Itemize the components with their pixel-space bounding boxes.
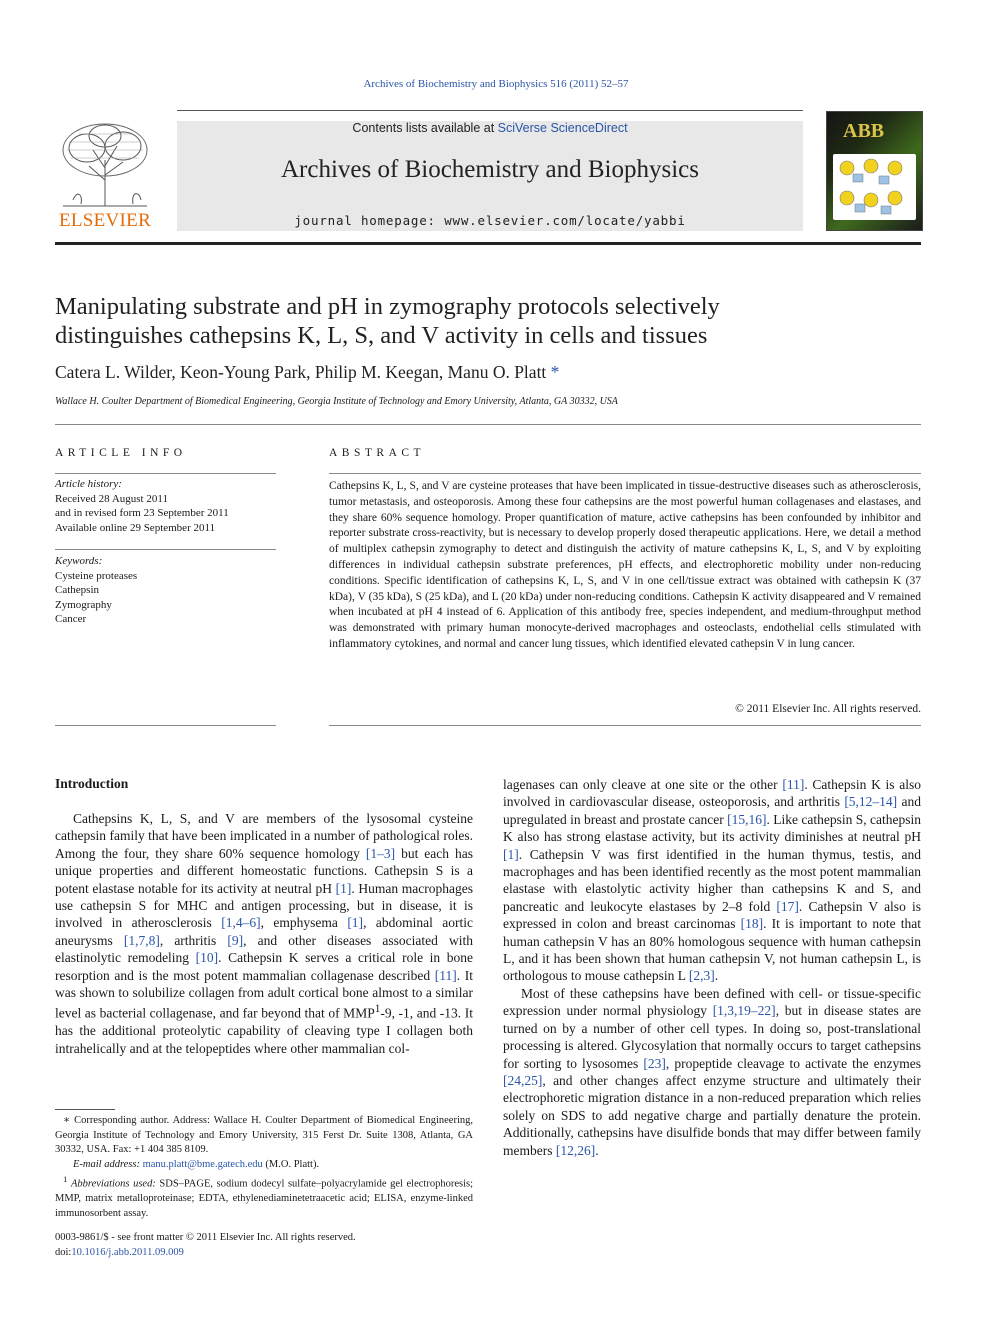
paragraph-text: , propeptide cleavage to activate the enzymes <box>665 1055 922 1071</box>
citation-link[interactable]: [18] <box>740 916 764 932</box>
keyword-item: Cysteine proteases <box>55 569 138 582</box>
keyword-item: Cathepsin <box>55 584 99 596</box>
citation-link[interactable]: [1,3,19–22] <box>712 1003 776 1019</box>
corresponding-author-mark[interactable]: * <box>550 362 560 382</box>
citation-link[interactable]: [23] <box>643 1055 666 1071</box>
citation-link[interactable]: [1,7,8] <box>123 932 160 948</box>
article-info-heading: ARTICLE INFO <box>55 447 187 459</box>
intro-paragraph-1-continued <box>503 776 921 985</box>
journal-homepage[interactable]: journal homepage: www.elsevier.com/locate/yabbi <box>294 213 686 228</box>
email-link[interactable]: manu.platt@bme.gatech.edu <box>142 1158 263 1170</box>
abstract-rule <box>329 473 921 474</box>
contents-prefix: Contents lists available at <box>352 121 498 135</box>
corresponding-footnote-text: Corresponding author. Address: Wallace H. Coulter Department of Biomedical Engineering, Georgia Institute of Technology and Emory University, 315 Ferst Dr. Suite 1308, Atlanta, GA 30332, USA. Fax: +1 404 385 8109. <box>55 1115 474 1155</box>
paragraph-text: . It is important to note that human cathepsin V has an 80% homologous sequence with human cathepsin L, and it has been shown that human cathepsin V, not human cathepsin L, is orthologous to mouse cathepsin L <box>503 916 921 984</box>
journal-cover-image <box>826 111 923 231</box>
keywords-label: Keywords: <box>55 555 103 567</box>
paragraph-text: , but in disease states are turned on by a number of other cell types. In doing so, post-translational processing is altered. Glycosylation that normally occurs to target cathepsins for sorting to lysosomes <box>503 1003 921 1071</box>
history-online: Available online 29 September 2011 <box>55 521 216 534</box>
asterisk-mark: ∗ <box>63 1115 75 1126</box>
citation-link[interactable]: [12,26] <box>555 1142 596 1158</box>
keywords <box>55 554 276 627</box>
citation-link[interactable]: [10] <box>195 950 219 966</box>
corresponding-footnote <box>55 1114 473 1158</box>
paragraph-text: . Cathepsin K is also involved in cardiovascular disease, osteoporosis, and arthritis <box>503 777 921 810</box>
sciencedirect-link[interactable]: SciVerse ScienceDirect <box>497 121 628 135</box>
citation-link[interactable]: [15,16] <box>727 811 767 827</box>
citation-link[interactable]: [11] <box>782 777 805 792</box>
paragraph-text: . Cathepsin V was first identified in the human thymus, testis, and macrophages and has been identified recently as the most potent mammalian elastase with elastolytic activity higher than cathepsins K and S, and pancreatic and leukocyte elastases by 2–8 fold <box>503 846 921 914</box>
email-label: E-mail address: <box>73 1158 143 1170</box>
paragraph-text: , arthritis <box>159 932 228 948</box>
abbrev-label: Abbreviations used: <box>70 1178 160 1190</box>
citation-link[interactable]: [11] <box>434 967 457 983</box>
issn-line: 0003-9861/$ - see front matter © 2011 Elsevier Inc. All rights reserved. <box>55 1232 356 1243</box>
footnotes <box>55 1114 473 1221</box>
citation-link[interactable]: [1] <box>503 846 519 862</box>
doi-label: doi: <box>55 1246 72 1258</box>
article-title <box>55 292 915 350</box>
citation-link[interactable]: [9] <box>227 932 244 948</box>
history-label: Article history: <box>55 478 122 490</box>
paragraph-text: -9, -1, and -13. It has the additional proteolytic capability of cleaving type I collagen both intrahelically and at the telopeptides where other mammalian col- <box>55 1005 473 1056</box>
paragraph-text: Cathepsins K, L, S, and V are members of the lysosomal cysteine cathepsin family that have been implicated in a number of pathological roles. Among the four, they share 60% sequence homology <box>55 811 473 861</box>
paragraph-text: lagenases can only cleave at one site or the other <box>503 777 783 792</box>
paragraph-text: , and other changes affect enzyme structure and ultimately their electrophoretic migration distance in a non-reduced preparation which relies solely on SDS to add negative charge and partially denature the protein. Additionally, cathepsins have disulfide bonds that may differ between family members <box>503 1072 921 1158</box>
paragraph-text: Most of these cathepsins have been defined with cell- or tissue-specific expression under normal physiology <box>503 985 921 1019</box>
header-rule <box>177 110 803 111</box>
citation-link[interactable]: [24,25] <box>503 1072 543 1088</box>
article-history <box>55 477 276 535</box>
contents-line <box>177 121 803 135</box>
history-received: Received 28 August 2011 <box>55 492 168 505</box>
paragraph-text: . <box>595 1142 599 1158</box>
article-info-rule <box>55 473 276 474</box>
citation-link[interactable]: [5,12–14] <box>844 794 898 810</box>
title-line-2: distinguishes cathepsins K, L, S, and V activity in cells and tissues <box>55 322 708 349</box>
abbreviations-footnote <box>55 1172 473 1221</box>
footnote-rule <box>55 1109 115 1110</box>
doi-link[interactable]: 10.1016/j.abb.2011.09.009 <box>71 1246 184 1258</box>
abstract-bottom-rule <box>329 725 921 726</box>
email-footnote <box>55 1158 473 1173</box>
paragraph-text: , abdominal aortic aneurysms <box>55 915 473 948</box>
paragraph-text: . Cathepsin K serves a critical role in bone resorption and is the most potent mammalian collagenase described <box>55 950 473 983</box>
affiliation-rule <box>55 424 921 425</box>
paragraph-text: , and other diseases associated with elastinolytic remodeling <box>55 932 473 966</box>
title-line-1: Manipulating substrate and pH in zymography protocols selectively <box>55 293 720 320</box>
intro-right-column <box>503 776 921 1159</box>
abstract-copyright: © 2011 Elsevier Inc. All rights reserved. <box>735 703 921 715</box>
keyword-item: Zymography <box>55 598 112 611</box>
intro-paragraph-2 <box>503 985 921 1159</box>
abstract-heading: ABSTRACT <box>329 447 426 459</box>
paragraph-text: , emphysema <box>260 915 348 931</box>
citation-link[interactable]: [1] <box>347 915 364 931</box>
paragraph-text: and upregulated in breast and prostate cancer <box>503 794 921 827</box>
introduction-heading: Introduction <box>55 776 129 791</box>
keyword-item: Cancer <box>55 613 87 625</box>
paragraph-text: but each has unique properties and different homeostatic functions. Cathepsin S is a potent elastase notable for its activity at neutral pH <box>55 845 473 896</box>
journal-reference[interactable]: Archives of Biochemistry and Biophysics 516 (2011) 52–57 <box>363 78 629 90</box>
author-list <box>55 362 559 383</box>
citation-link[interactable]: [2,3] <box>688 968 715 984</box>
keywords-rule <box>55 549 276 550</box>
paragraph-text: . It was shown to solubilize collagen from adult cortical bone almost to a similar level as bacterial collagenase, and far beyond that of MMP <box>55 967 473 1021</box>
front-matter-info <box>55 1231 356 1260</box>
citation-link[interactable]: [1,4–6] <box>221 915 261 931</box>
paragraph-text: . Cathepsin V also is expressed in colon and breast carcinomas <box>503 898 921 932</box>
cover-figure <box>833 154 916 220</box>
journal-title: Archives of Biochemistry and Biophysics <box>281 156 699 183</box>
paragraph-text: . Human macrophages use cathepsin S for MHC and antigen processing, but in disease, it is involved in atherosclerosis <box>55 880 473 931</box>
paragraph-text: . Like cathepsin S, cathepsin K also has strong elastase activity, but its activity diminishes at neutral pH <box>503 811 921 845</box>
abbrev-mark: 1 <box>63 1174 68 1184</box>
paragraph-text: . <box>714 968 719 984</box>
elsevier-wordmark: ELSEVIER <box>58 210 152 231</box>
header-thick-rule <box>55 242 921 245</box>
intro-paragraph-1 <box>55 810 473 1057</box>
affiliation: Wallace H. Coulter Department of Biomedical Engineering, Georgia Institute of Technology and Emory University, Atlanta, GA 30332, USA <box>55 396 618 407</box>
abbrev-text: SDS–PAGE, sodium dodecyl sulfate–polyacrylamide gel electrophoresis; MMP, matrix metalloproteinase; EDTA, ethylenediaminetetraacetic acid; ELISA, enzyme-linked immunosorbent assay. <box>55 1178 473 1219</box>
footnote-superscript[interactable]: 1 <box>374 1003 381 1016</box>
abstract-text: Cathepsins K, L, S, and V are cysteine proteases that have been implicated in tissue-destructive diseases such as atherosclerosis, tumor metastasis, and osteoporosis. Among these four cathepsins are the most powerful human collagenases and elastases, and they share 60% sequence homology. Proper quantification of mature, active cathepsins has been confounded by inhibitor and reporter substrate cross-reactivity, but is necessary to develop properly dosed therapeutic applications. Here, we detail a method of multiplex cathepsin zymography to detect and distinguish the activity of mature cathepsins K, L, S, and V by exploiting differences in individual cathepsin substrate preferences, pH effects, and electrophoretic mobility under non-reducing conditions. Specific identification of cathepsins K, L, S, and V in one cell/tissue extract was obtained with cathepsin K (37 kDa), V (35 kDa), S (25 kDa), and L (20 kDa) under non-reducing conditions. Cathepsin K activity disappeared and V remained when incubated at pH 4 instead of 6. Application of this antibody free, species independent, and medium-throughput method was demonstrated with primary human monocyte-derived macrophages and osteoclasts, endothelial cells stimulated with inflammatory cytokines, and normal and cancer lung tissues, which identified elevated cathepsin V in lung cancer. <box>329 480 921 650</box>
author-names: Catera L. Wilder, Keon-Young Park, Philip M. Keegan, Manu O. Platt <box>55 362 547 382</box>
email-suffix: (M.O. Platt). <box>262 1158 320 1170</box>
citation-link[interactable]: [1] <box>335 880 352 896</box>
doi-line <box>55 1246 356 1261</box>
citation-link[interactable]: [1–3] <box>365 845 396 861</box>
intro-left-column <box>55 810 473 1057</box>
citation-link[interactable]: [17] <box>776 898 799 914</box>
history-revised: and in revised form 23 September 2011 <box>55 507 229 519</box>
cover-abb-logo: ABB <box>843 120 885 142</box>
article-info-bottom-rule <box>55 725 276 726</box>
